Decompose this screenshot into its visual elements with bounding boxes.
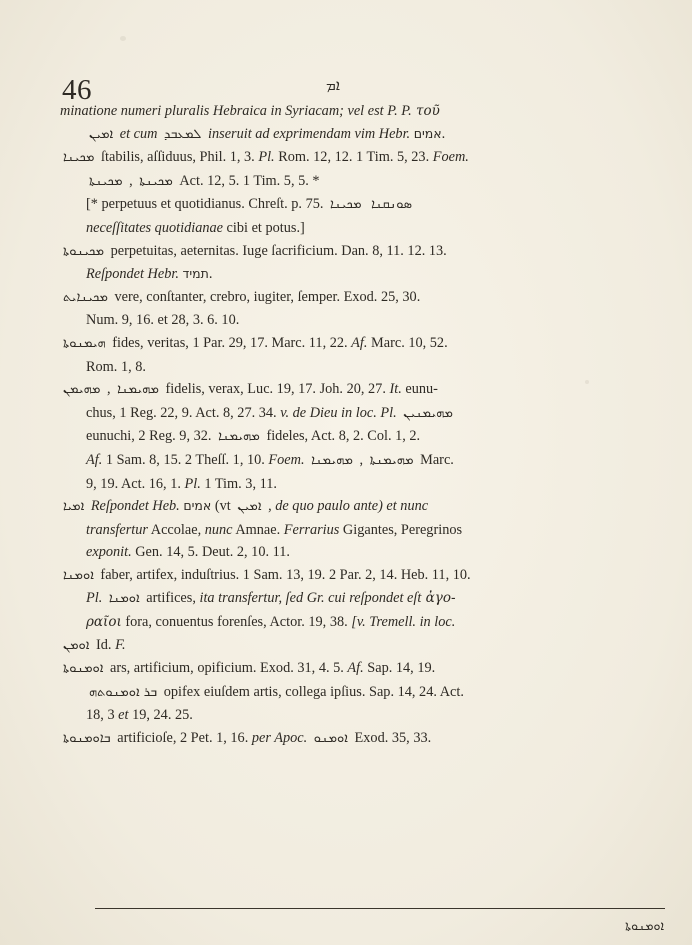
latin-text: Gigantes, Peregrinos xyxy=(339,521,463,538)
lat-italic: et xyxy=(118,707,129,724)
syriac-word: ܡܗܝܡܢܬܐ xyxy=(369,452,414,468)
syriac-word: ܡܗܝܡܢܐ xyxy=(311,452,353,468)
latin-text xyxy=(397,405,401,421)
latin-text: Id. xyxy=(92,636,116,653)
latin-text: chus, 1 Reg. 22, 9. Act. 8, 27. 34. xyxy=(86,404,281,421)
running-head: ܐܡ xyxy=(326,76,340,94)
latin-text xyxy=(102,590,106,606)
entry-continuation xyxy=(60,704,660,727)
latin-text: 18, 3 xyxy=(86,707,119,724)
syriac-word: ܡܗܝܡܢܝܢ xyxy=(403,405,453,421)
lat-italic: exponit. xyxy=(86,544,132,561)
latin-text: ars, artificium, opificium. Exod. 31, 4. 5. xyxy=(106,660,348,677)
lat-italic: Pl. xyxy=(380,404,397,421)
latin-text: . xyxy=(441,125,446,142)
entry-headline xyxy=(60,634,660,658)
entry-continuation xyxy=(60,541,660,564)
latin-text: vere, conſtanter, crebro, iugiter, ſemper. Exod. 25, 30. xyxy=(110,288,421,305)
entry-headline xyxy=(60,332,660,356)
latin-text: Exod. 35, 33. xyxy=(350,730,432,747)
latin-text: fora, conuentus forenſes, Actor. 19, 38. xyxy=(121,614,352,631)
lat-italic: Af. xyxy=(347,660,364,677)
latin-text: opifex eiuſdem artis, collega ipſius. Sap. 14, 24. Act. xyxy=(160,683,464,700)
latin-text: (vt xyxy=(211,498,235,515)
entry-continuation xyxy=(60,356,660,379)
lat-italic: Reſpondet Heb. xyxy=(90,498,180,515)
lat-italic: neceſſitates quotidianae xyxy=(86,219,223,236)
entry-continuation xyxy=(60,217,660,240)
entry-continuation xyxy=(60,681,660,705)
lat-italic: Af. xyxy=(351,334,368,351)
latin-text: Rom. 12, 12. 1 Tim. 5, 23. xyxy=(274,149,433,166)
latin-text: fides, veritas, 1 Par. 29, 17. Marc. 11, 22. xyxy=(108,334,352,351)
entry-continuation xyxy=(60,519,660,542)
latin-text: faber, artifex, induſtrius. 1 Sam. 13, 19. 2 Par. 2, 14. Heb. 11, 10. xyxy=(96,566,471,583)
syriac-word: ܐܡܝܢ xyxy=(237,499,262,515)
syriac-word: ܡܟܝܢܬܐ xyxy=(89,173,123,189)
syriac-word: ܐܡܝܢ xyxy=(89,126,114,142)
syriac-word: ܒܐܘܡܢܘܬܐ xyxy=(63,731,111,747)
lat-italic: v. de Dieu in loc. xyxy=(280,404,377,421)
latin-text: 1 Tim. 3, 11. xyxy=(200,475,277,492)
greek-word: ἀγο- xyxy=(421,590,456,607)
syriac-word: ܡܟܝܢܬܐ xyxy=(139,173,173,189)
syriac-word: ܡܟܝܢܐ xyxy=(63,150,95,166)
syriac-word: ܐܘܡܢ xyxy=(63,637,90,653)
lat-italic: It. xyxy=(389,381,402,398)
syriac-word: ܐܘܡܢܘܬܐ xyxy=(63,661,104,677)
syriac-word: ܡܗܝܡܢܐ xyxy=(218,429,260,445)
latin-text: fidelis, verax, Luc. 19, 17. Joh. 20, 27. xyxy=(161,381,390,398)
latin-text: Sap. 14, 19. xyxy=(363,660,436,677)
entry-headline xyxy=(60,495,660,519)
latin-text: 9, 19. Act. 16, 1. xyxy=(86,475,185,492)
lat-italic: Foem. xyxy=(268,451,305,468)
latin-text: , xyxy=(355,451,367,468)
entry-continuation xyxy=(60,193,660,217)
entry-continuation xyxy=(60,473,660,496)
latin-text: , xyxy=(125,172,137,189)
catchword: ܐܘܡܢܘܬܐ xyxy=(625,918,664,933)
syriac-word: ܡܟܝܢܐܝܬ xyxy=(63,289,108,305)
syriac-word: ܡܟܝܢܐ xyxy=(330,197,362,213)
syriac-word: ܒܪ ܐܘܡܢܘܬܗ xyxy=(89,684,158,700)
lat-italic: de quo paulo ante) et nunc xyxy=(275,498,429,515)
lat-italic: Foem. xyxy=(432,149,469,166)
entry-continuation xyxy=(60,611,660,634)
latin-text: Accolae, xyxy=(147,521,205,538)
latin-text: Gen. 14, 5. Deut. 2, 10. 11. xyxy=(131,544,290,561)
syriac-word: ܐܘܡܢܐ xyxy=(63,567,94,583)
lat-italic: Pl. xyxy=(184,475,201,492)
lat-italic: inseruit ad exprimendam vim Hebr. xyxy=(204,125,414,142)
entry-continuation xyxy=(60,170,660,194)
latin-text xyxy=(305,452,309,468)
latin-text: Marc. xyxy=(416,451,454,468)
entry-continuation xyxy=(60,263,660,286)
entry-headline xyxy=(60,564,660,588)
footer-rule xyxy=(95,908,665,909)
entry-headline xyxy=(60,100,660,123)
latin-text: cibi et potus.] xyxy=(222,219,305,236)
latin-text: . xyxy=(208,266,213,283)
syriac-word: ܐܡܝܐ xyxy=(63,499,85,515)
hebrew-word: אמים xyxy=(183,498,212,514)
syriac-word: ܡܟܝܢܘܬܐ xyxy=(63,243,105,259)
entry-headline xyxy=(60,240,660,264)
latin-text: [* perpetuus et quotidianus. Chreſt. p. 75. xyxy=(86,196,328,213)
entry-headline xyxy=(60,286,660,310)
lat-italic: et cum xyxy=(116,125,162,142)
lat-italic: transfertur xyxy=(86,521,148,538)
page-number: 46 xyxy=(62,74,92,106)
page-speck xyxy=(120,36,126,41)
lat-italic: Ferrarius xyxy=(283,521,340,538)
latin-text: , xyxy=(103,381,115,398)
syriac-word: ܗܝܡܢܘܬܐ xyxy=(63,335,106,351)
lat-italic: F. xyxy=(115,636,126,653)
latin-text xyxy=(365,196,369,212)
latin-text: Rom. 1, 8. xyxy=(86,358,146,375)
latin-text: Amnae. xyxy=(232,521,284,538)
lat-italic: ita transfertur, ſed Gr. cui reſpondet eſt xyxy=(199,590,422,607)
lat-italic: nunc xyxy=(204,521,233,538)
greek-word: τοῦ xyxy=(411,103,440,119)
entry-headline xyxy=(60,657,660,681)
lat-italic: minatione numeri pluralis Hebraica in Syriacam; vel est P. P. xyxy=(60,103,412,119)
lat-italic: [v. Tremell. in loc. xyxy=(351,614,456,631)
syriac-word: ܡܗܝܡܢܐ xyxy=(117,382,159,398)
lat-italic: Pl. xyxy=(86,590,103,607)
latin-text: eunuchi, 2 Reg. 9, 32. xyxy=(86,428,216,445)
syriac-word: ܣܘܢܩܢܐ xyxy=(371,197,413,213)
greek-word: ραῖοι xyxy=(86,614,122,631)
latin-text: ſtabilis, aſſiduus, Phil. 1, 3. xyxy=(97,149,259,166)
entry-continuation xyxy=(60,309,660,332)
latin-text: 1 Sam. 8, 15. 2 Theſſ. 1, 10. xyxy=(102,451,269,468)
latin-text: artificioſe, 2 Pet. 1, 16. xyxy=(113,730,252,747)
latin-text: fideles, Act. 8, 2. Col. 1, 2. xyxy=(262,428,421,445)
dictionary-text xyxy=(60,100,660,751)
latin-text: Num. 9, 16. et 28, 3. 6. 10. xyxy=(86,312,240,329)
latin-text: Marc. 10, 52. xyxy=(367,334,448,351)
latin-text xyxy=(307,730,311,746)
syriac-word: ܠܡܥܒܕ xyxy=(164,126,202,142)
lat-italic: Af. xyxy=(86,451,103,468)
latin-text: artifices, xyxy=(142,590,200,607)
entry-continuation xyxy=(60,123,660,147)
syriac-word: ܡܗܝܡܢ xyxy=(63,382,101,398)
entry-continuation xyxy=(60,587,660,611)
syriac-word: ܐܘܡܢܐ xyxy=(108,591,140,607)
entry-headline xyxy=(60,378,660,402)
entry-continuation xyxy=(60,449,660,473)
entry-headline xyxy=(60,146,660,170)
lat-italic: Pl. xyxy=(258,149,275,166)
latin-text: Act. 12, 5. 1 Tim. 5, 5. * xyxy=(175,172,320,189)
hebrew-word: תמיד xyxy=(182,266,209,282)
lat-italic: Reſpondet Hebr. xyxy=(86,266,179,283)
entry-headline xyxy=(60,727,660,751)
entry-continuation xyxy=(60,402,660,426)
latin-text: eunu- xyxy=(401,381,438,398)
latin-text: perpetuitas, aeternitas. Iuge ſacrificium. Dan. 8, 11. 12. 13. xyxy=(107,242,447,259)
entry-continuation xyxy=(60,425,660,449)
syriac-word: ܐܘܡܢܘ xyxy=(313,731,348,747)
lat-italic: per Apoc. xyxy=(251,730,308,747)
latin-text: 19, 24. 25. xyxy=(128,707,193,724)
hebrew-word: אמים xyxy=(413,125,442,141)
latin-text: , xyxy=(264,498,276,515)
